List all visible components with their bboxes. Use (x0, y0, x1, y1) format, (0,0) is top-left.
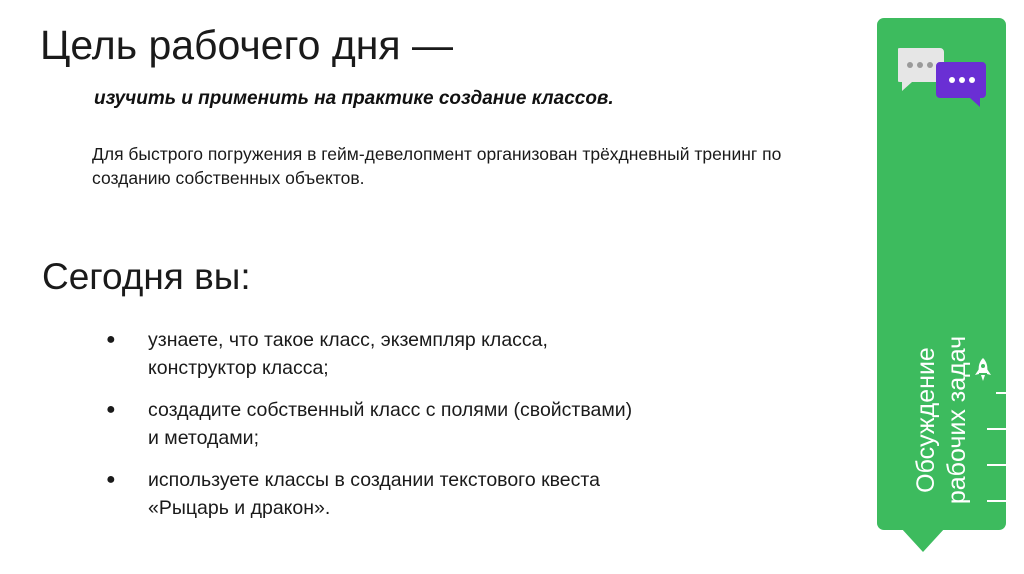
chat-bubbles-icon (898, 44, 988, 108)
list-item (106, 396, 806, 452)
bullet-list (106, 326, 806, 536)
ruler-marks (987, 392, 1006, 504)
bullet-dot: ● (106, 401, 116, 418)
side-panel-pointer (901, 528, 945, 552)
rocket-icon (973, 357, 993, 383)
today-heading: Сегодня вы: (42, 256, 251, 297)
bullet-line: конструктор класса; (148, 357, 329, 379)
sidebar-label-line1: Обсуждение (912, 347, 940, 493)
sidebar-label-line2: рабочих задач (943, 335, 971, 505)
bullet-line: используете классы в создании текстового квеста (148, 469, 600, 491)
bullet-dot: ● (106, 331, 116, 348)
page-title: Цель рабочего дня — (40, 22, 454, 68)
bullet-line: «Рыцарь и дракон». (148, 497, 331, 519)
bullet-line: создадите собственный класс с полями (свойствами) (148, 399, 633, 421)
goal-subtitle: изучить и применить на практике создание классов. (94, 88, 614, 109)
bullet-line: узнаете, что такое класс, экземпляр класса, (148, 329, 548, 351)
bullet-line: и методами; (148, 427, 259, 449)
list-item (106, 326, 806, 382)
sidebar-label (911, 336, 973, 504)
bullet-dot: ● (106, 471, 116, 488)
goal-description: Для быстрого погружения в гейм-девелопмент организован трёхдневный тренинг по созданию собственных объектов. (92, 144, 782, 188)
list-item (106, 466, 806, 522)
